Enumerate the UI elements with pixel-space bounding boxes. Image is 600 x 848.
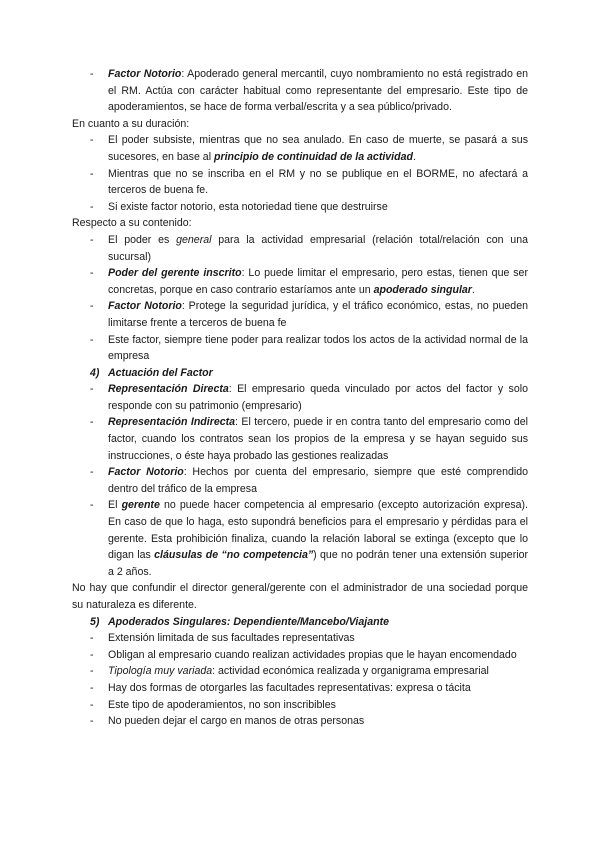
term: Representación Directa (108, 383, 229, 396)
term: Factor Notorio (108, 466, 184, 479)
list-item (0, 66, 600, 116)
item-text: no puede hacer competencia al empresario (excepto autorización expresa). En caso de que lo haga, esto supondrá beneficios para el empresario y pérdidas para el gerente. Esta prohibición finaliza, cuando la relación laboral se extinga (excepto que lo digan las (108, 499, 528, 562)
item-text: . (471, 283, 475, 296)
item-text: El (108, 499, 122, 512)
list-item (0, 381, 600, 414)
list-item (0, 332, 600, 365)
list-item (0, 647, 600, 664)
bullet-dash: - (90, 200, 94, 213)
item-text: : actividad económica realizada y organigrama empresarial (212, 665, 489, 678)
note-paragraph: No hay que confundir el director general/gerente con el administrador de una sociedad porque su naturaleza es diferente. (72, 582, 528, 611)
item-text: Hay dos formas de otorgarles las facultades representativas: expresa o tácita (108, 681, 471, 694)
item-text: Obligan al empresario cuando realizan actividades propias que le hayan encomendado (108, 648, 517, 661)
term: general (176, 233, 212, 246)
list-item (0, 663, 600, 680)
bullet-dash: - (90, 698, 94, 711)
bullet-dash: - (90, 333, 94, 346)
item-text: : Apoderado general mercantil, cuyo nombramiento no está registrado en el RM. Actúa con carácter habitual como representante del empresario. Este tipo de apoderamientos, se hace de forma verbal/escrita y a sea público/privado. (108, 68, 528, 114)
bullet-dash: - (90, 383, 94, 396)
list-item (0, 464, 600, 497)
bullet-dash: - (90, 665, 94, 678)
list-item (0, 166, 600, 199)
section-number: 5) (90, 615, 100, 628)
list-item (0, 414, 600, 464)
list-item (0, 630, 600, 647)
list-item (0, 497, 600, 580)
term: cláusulas de “no competencia” (154, 549, 314, 562)
item-text: : Lo puede limitar el empresario, pero estas, tienen que ser concretas, porque en caso contrario estaríamos ante un (108, 267, 528, 296)
list-item (0, 199, 600, 216)
item-text: ) que no podrán tener una extensión superior a 2 años. (108, 549, 528, 578)
list-item (0, 680, 600, 697)
list-item (0, 298, 600, 331)
item-text: : El tercero, puede ir en contra tanto del empresario como del factor, cuando los contratos sean los propios de la empresa y se hayan seguido sus instrucciones, o éste haya probado las gestiones realizadas (108, 416, 529, 462)
list-item (0, 265, 600, 298)
item-text: Si existe factor notorio, esta notoriedad tiene que destruirse (108, 200, 388, 213)
section-title: Actuación del Factor (108, 366, 213, 379)
item-text: El poder es (108, 233, 177, 246)
list-item (0, 697, 600, 714)
item-text: No pueden dejar el cargo en manos de otras personas (108, 715, 365, 728)
item-text: : Hechos por cuenta del empresario, siempre que esté comprendido dentro del tráfico de la empresa (108, 466, 528, 495)
item-text: Este tipo de apoderamientos, no son inscribibles (108, 698, 336, 711)
bullet-dash: - (90, 134, 94, 147)
item-text: : Protege la seguridad jurídica, y el tráfico económico, estas, no pueden limitarse frente a terceros de buena fe (108, 300, 528, 329)
list-item (0, 232, 600, 265)
term: gerente (121, 499, 160, 512)
section-number: 4) (90, 366, 100, 379)
bullet-dash: - (90, 632, 94, 645)
document-page (0, 66, 600, 730)
term: Tipología muy variada (108, 665, 213, 678)
bullet-dash: - (90, 499, 94, 512)
term: Factor Notorio (108, 68, 182, 80)
term: Poder del gerente inscrito (108, 267, 242, 280)
section-intro-contenido: Respecto a su contenido: (72, 217, 192, 230)
bullet-dash: - (90, 648, 94, 661)
bullet-dash: - (90, 715, 94, 728)
term: apoderado singular (373, 283, 472, 296)
item-text: Mientras que no se inscriba en el RM y no se publique en el BORME, no afectará a terceros de buena fe. (108, 167, 528, 197)
term: principio de continuidad de la actividad (214, 150, 413, 163)
item-text: El poder subsiste, mientras que no sea anulado. En caso de muerte, se pasará a sus sucesores, en base al (108, 134, 528, 163)
list-item (0, 132, 600, 165)
section-heading (0, 614, 600, 631)
item-text: para la actividad empresarial (relación total/relación con una sucursal) (108, 233, 528, 263)
bullet-dash: - (90, 267, 94, 280)
term: Representación Indirecta (108, 416, 236, 429)
bullet-dash: - (90, 300, 94, 313)
section-intro-duracion: En cuanto a su duración: (72, 117, 190, 130)
item-text: . (412, 150, 416, 163)
item-text: Este factor, siempre tiene poder para realizar todos los actos de la actividad normal de la empresa (108, 333, 528, 363)
bullet-dash: - (90, 167, 94, 180)
bullet-dash: - (90, 681, 94, 694)
bullet-dash: - (90, 466, 94, 479)
item-text: Extensión limitada de sus facultades representativas (108, 632, 355, 645)
bullet-dash: - (90, 416, 94, 429)
bullet-dash: - (90, 68, 94, 80)
section-heading (0, 365, 600, 382)
item-text: : El empresario queda vinculado por actos del factor y solo responde con su patrimonio (empresario) (108, 383, 528, 412)
bullet-dash: - (90, 233, 94, 246)
term: Factor Notorio (108, 300, 182, 313)
list-item (0, 713, 600, 730)
section-title: Apoderados Singulares: Dependiente/Mancebo/Viajante (108, 615, 389, 628)
